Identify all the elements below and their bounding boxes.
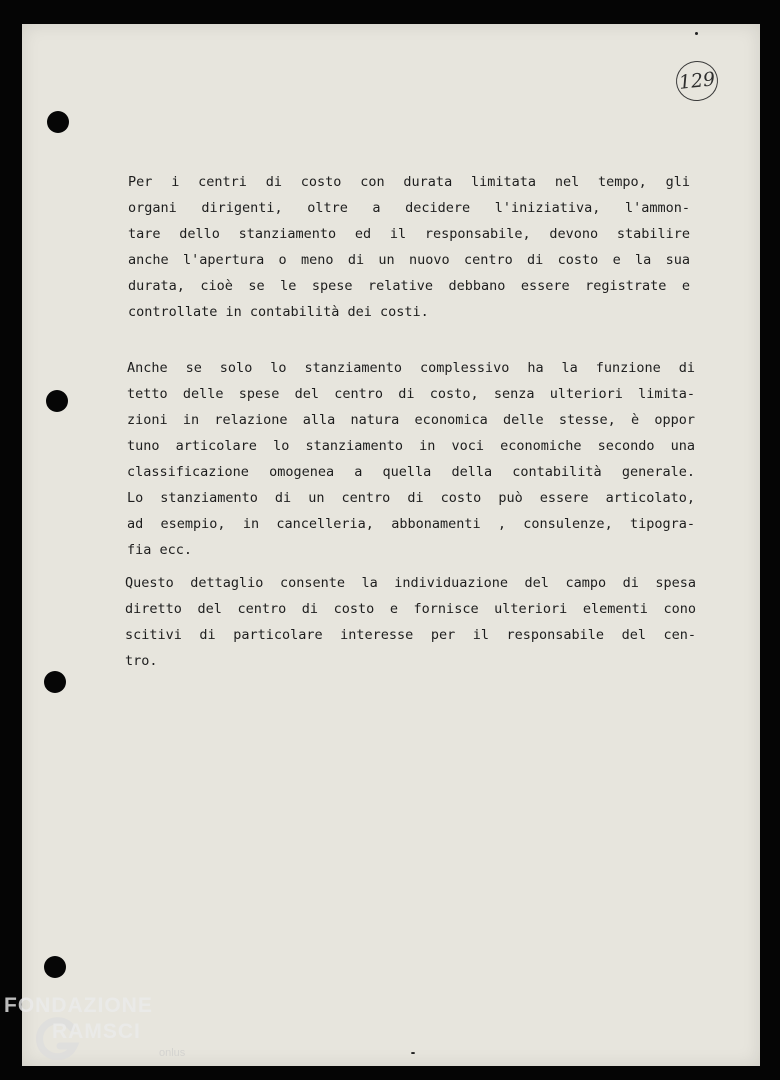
text-line: Questo dettaglio consente la individuazione del campo di spesa [125,575,696,591]
text-line: Per i centri di costo con durata limitata nel tempo, gli [128,174,690,190]
page-number: 129 [674,59,720,103]
text-line: controllate in contabilità dei costi. [128,304,429,320]
text-line: zioni in relazione alla natura economica delle stesse, è oppor [127,412,695,428]
text-line: tuno articolare lo stanziamento in voci economiche secondo una [127,438,695,454]
paragraph-3 [125,570,696,674]
paragraph-2 [127,355,695,563]
text-line: tare dello stanziamento ed il responsabile, devono stabilire [128,226,690,242]
text-line: anche l'apertura o meno di un nuovo centro di costo e la sua [128,252,690,268]
punch-hole-2 [46,390,68,412]
text-line: Anche se solo lo stanziamento complessivo ha la funzione di [127,360,695,376]
paragraph-1 [128,169,690,325]
watermark-line-1: FONDAZIONE [4,994,153,1017]
watermark-line-2: RAMSCI [52,1020,141,1043]
text-line: fia ecc. [127,542,193,558]
text-line: durata, cioè se le spese relative debbano essere registrate e [128,278,690,294]
text-line: ad esempio, in cancelleria, abbonamenti , consulenze, tipogra- [127,516,695,532]
punch-hole-1 [47,111,69,133]
punch-hole-4 [44,956,66,978]
watermark-line-3: onlus [159,1047,186,1059]
ink-speck [695,32,698,35]
text-line: scitivi di particolare interesse per il responsabile del cen- [125,627,696,643]
fondazione-gramsci-watermark [4,994,204,1074]
text-line: Lo stanziamento di un centro di costo può essere articolato, [127,490,695,506]
text-line: organi dirigenti, oltre a decidere l'iniziativa, l'ammon- [128,200,690,216]
punch-hole-3 [44,671,66,693]
text-line: tetto delle spese del centro di costo, senza ulteriori limita- [127,386,695,402]
text-line: tro. [125,653,158,669]
text-line: classificazione omogenea a quella della contabilità generale. [127,464,695,480]
ink-speck [411,1052,415,1054]
text-line: diretto del centro di costo e fornisce ulteriori elementi cono [125,601,696,617]
